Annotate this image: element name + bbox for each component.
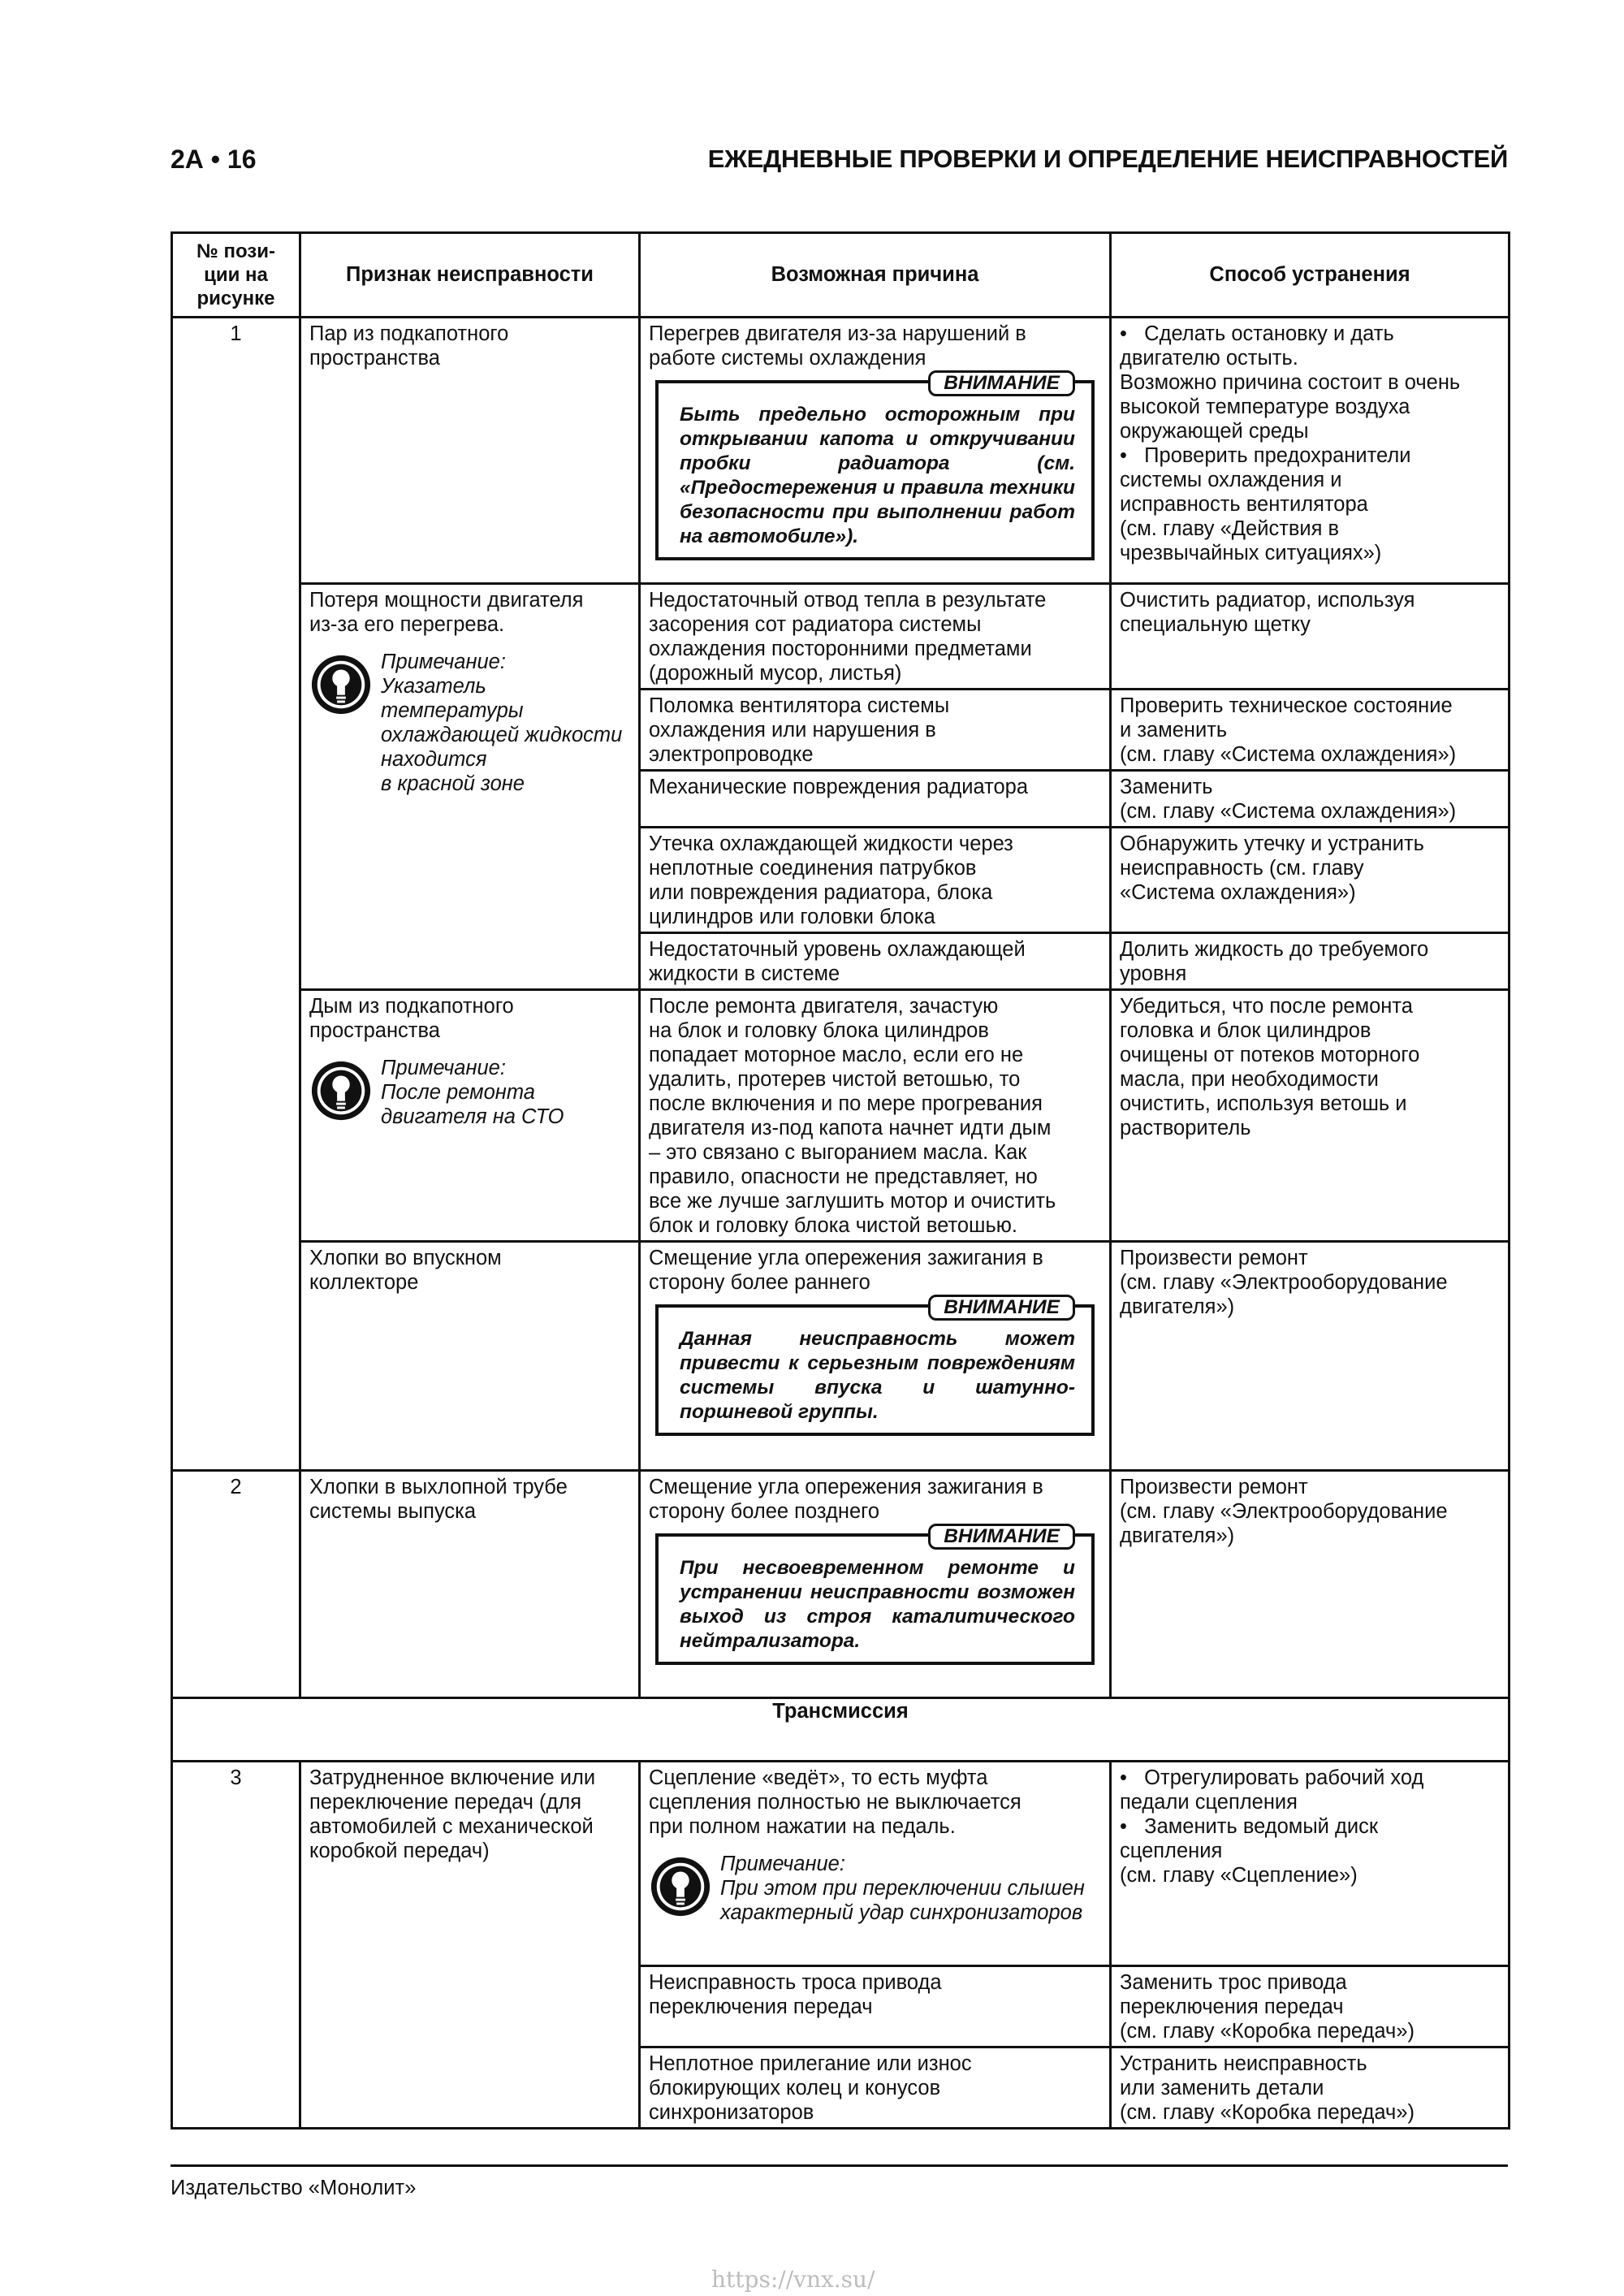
note-body: Указатель температуры охлаждающей жидкости находится в красной зоне bbox=[381, 675, 623, 795]
cause-cell: Механические повреждения радиатора bbox=[640, 771, 1111, 828]
page-number: 2А • 16 bbox=[171, 145, 257, 174]
lightbulb-icon bbox=[309, 1059, 373, 1122]
watermark-link[interactable]: https://vnx.su/ bbox=[711, 2266, 875, 2293]
table-row bbox=[172, 318, 1510, 584]
note-body: После ремонта двигателя на СТО bbox=[381, 1081, 564, 1128]
symptom-cell: Пар из подкапотного пространства bbox=[300, 318, 640, 584]
cause-cell bbox=[640, 1471, 1111, 1698]
remedy-cell: Произвести ремонт (см. главу «Электрооборудование двигателя») bbox=[1111, 1242, 1510, 1471]
note-block bbox=[649, 1852, 1101, 1925]
table-row bbox=[172, 990, 1510, 1242]
note-block bbox=[309, 650, 630, 796]
col-header-num: № пози- ции на рисунке bbox=[172, 233, 300, 318]
note-text bbox=[381, 650, 630, 796]
remedy-cell: Заменить (см. главу «Система охлаждения») bbox=[1111, 771, 1510, 828]
note-body: При этом при переключении слышен характерный удар синхронизаторов bbox=[720, 1877, 1085, 1924]
table-header-row bbox=[172, 233, 1510, 318]
cause-cell: Недостаточный уровень охлаждающей жидкости в системе bbox=[640, 933, 1111, 990]
table-row bbox=[172, 1242, 1510, 1471]
troubleshooting-table bbox=[171, 231, 1510, 2130]
section-title: Трансмиссия bbox=[172, 1698, 1510, 1762]
cause-text: Сцепление «ведёт», то есть муфта сцепления полностью не выключается при полном нажатии на педаль. bbox=[649, 1766, 1021, 1838]
warning-box bbox=[655, 1525, 1095, 1665]
cause-cell: Поломка вентилятора системы охлаждения или нарушения в электропроводке bbox=[640, 690, 1111, 771]
cause-cell bbox=[640, 1762, 1111, 1966]
warning-label: ВНИМАНИЕ bbox=[928, 1295, 1075, 1321]
note-label: Примечание: bbox=[381, 651, 506, 673]
footer-divider bbox=[171, 2164, 1508, 2167]
row-number: 2 bbox=[172, 1471, 300, 1698]
cause-text: Смещение угла опережения зажигания в сторону более раннего bbox=[649, 1247, 1043, 1294]
row-number: 1 bbox=[172, 318, 300, 1471]
symptom-text: Потеря мощности двигателя из-за его перегрева. bbox=[309, 589, 584, 636]
page-title: ЕЖЕДНЕВНЫЕ ПРОВЕРКИ И ОПРЕДЕЛЕНИЕ НЕИСПРАВНОСТЕЙ bbox=[707, 145, 1508, 173]
lightbulb-icon bbox=[309, 653, 373, 716]
cause-text: Смещение угла опережения зажигания в сторону более позднего bbox=[649, 1476, 1043, 1523]
table-row bbox=[172, 584, 1510, 690]
cause-cell: После ремонта двигателя, зачастую на блок и головку блока цилиндров попадает моторное масло, если его не удалить, протерев чистой ветошью, то после включения и по мере прогревания двигателя из-под капота начнет идти дым – это связано с выгоранием масла. Как правило, опасности не представляет, но все же лучше заглушить мотор и очистить блок и головку блока чистой ветошью. bbox=[640, 990, 1111, 1242]
warning-box bbox=[655, 372, 1095, 560]
note-label: Примечание: bbox=[720, 1853, 845, 1875]
warning-text: Данная неисправность может привести к серьезным повреждениям системы впуска и шатунно-поршневой группы. bbox=[680, 1328, 1075, 1423]
warning-text: Быть предельно осторожным при открывании капота и откручивании пробки радиатора (см. «Предостережения и правила техники безопасности при выполнении работ на автомобиле»). bbox=[680, 404, 1075, 547]
cause-cell bbox=[640, 318, 1111, 584]
symptom-cell bbox=[300, 584, 640, 990]
symptom-cell: Затрудненное включение или переключение передач (для автомобилей с механической коробкой передач) bbox=[300, 1762, 640, 2129]
page-header bbox=[171, 145, 1508, 185]
lightbulb-icon bbox=[649, 1855, 712, 1918]
table-row bbox=[172, 1762, 1510, 1966]
cause-cell: Неисправность троса привода переключения передач bbox=[640, 1966, 1111, 2047]
row-number: 3 bbox=[172, 1762, 300, 2129]
symptom-text: Дым из подкапотного пространства bbox=[309, 995, 514, 1042]
cause-cell: Неплотное прилегание или износ блокирующих колец и конусов синхронизаторов bbox=[640, 2047, 1111, 2129]
warning-box bbox=[655, 1296, 1095, 1436]
publisher: Издательство «Монолит» bbox=[171, 2177, 417, 2199]
col-header-cause: Возможная причина bbox=[640, 233, 1111, 318]
col-header-remedy: Способ устранения bbox=[1111, 233, 1510, 318]
table-row bbox=[172, 1471, 1510, 1698]
symptom-cell: Хлопки во впускном коллекторе bbox=[300, 1242, 640, 1471]
remedy-cell: • Сделать остановку и дать двигателю остыть. Возможно причина состоит в очень высокой температуре воздуха окружающей среды • Проверить предохранители системы охлаждения и исправность вентилятора (см. главу «Действия в чрезвычайных ситуациях») bbox=[1111, 318, 1510, 584]
remedy-cell: Очистить радиатор, используя специальную щетку bbox=[1111, 584, 1510, 690]
remedy-cell: Обнаружить утечку и устранить неисправность (см. главу «Система охлаждения») bbox=[1111, 828, 1510, 933]
cause-cell: Утечка охлаждающей жидкости через неплотные соединения патрубков или повреждения радиатора, блока цилиндров или головки блока bbox=[640, 828, 1111, 933]
section-row bbox=[172, 1698, 1510, 1762]
cause-cell: Недостаточный отвод тепла в результате засорения сот радиатора системы охлаждения посторонними предметами (дорожный мусор, листья) bbox=[640, 584, 1111, 690]
cause-cell bbox=[640, 1242, 1111, 1471]
warning-label: ВНИМАНИЕ bbox=[928, 1524, 1075, 1550]
symptom-cell: Хлопки в выхлопной трубе системы выпуска bbox=[300, 1471, 640, 1698]
warning-label: ВНИМАНИЕ bbox=[928, 370, 1075, 396]
note-block bbox=[309, 1056, 630, 1129]
remedy-cell: • Отрегулировать рабочий ход педали сцепления • Заменить ведомый диск сцепления (см. главу «Сцепление») bbox=[1111, 1762, 1510, 1966]
note-text bbox=[720, 1852, 1101, 1925]
remedy-cell: Убедиться, что после ремонта головка и блок цилиндров очищены от потеков моторного масла, при необходимости очистить, используя ветошь и растворитель bbox=[1111, 990, 1510, 1242]
remedy-cell: Устранить неисправность или заменить детали (см. главу «Коробка передач») bbox=[1111, 2047, 1510, 2129]
remedy-cell: Долить жидкость до требуемого уровня bbox=[1111, 933, 1510, 990]
note-label: Примечание: bbox=[381, 1057, 506, 1079]
warning-text: При несвоевременном ремонте и устранении неисправности возможен выход из строя каталитического нейтрализатора. bbox=[680, 1557, 1075, 1652]
note-text bbox=[381, 1056, 564, 1129]
col-header-symptom: Признак неисправности bbox=[300, 233, 640, 318]
symptom-cell bbox=[300, 990, 640, 1242]
remedy-cell: Проверить техническое состояние и заменить (см. главу «Система охлаждения») bbox=[1111, 690, 1510, 771]
cause-text: Перегрев двигателя из-за нарушений в работе системы охлаждения bbox=[649, 322, 1026, 370]
remedy-cell: Произвести ремонт (см. главу «Электрооборудование двигателя») bbox=[1111, 1471, 1510, 1698]
remedy-cell: Заменить трос привода переключения передач (см. главу «Коробка передач») bbox=[1111, 1966, 1510, 2047]
